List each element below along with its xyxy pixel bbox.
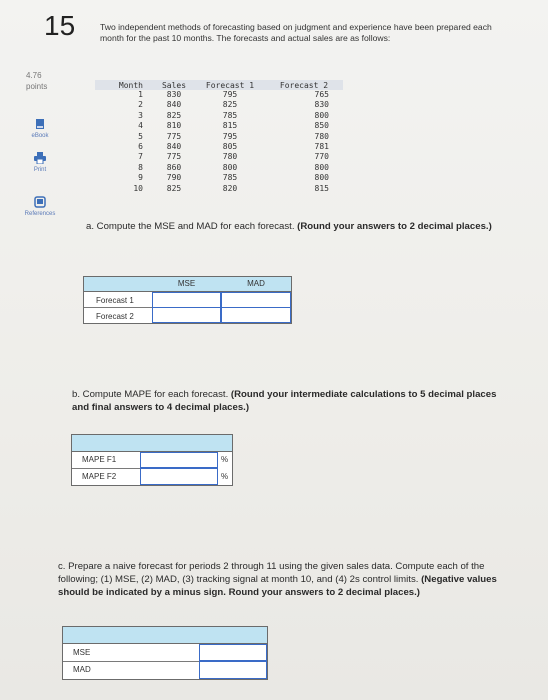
part-b-header-bar <box>72 435 232 452</box>
cell-forecast-2: 815 <box>314 183 329 193</box>
cell-forecast-1: 805 <box>222 142 238 152</box>
points-info <box>26 70 47 92</box>
cell-sales: 825 <box>166 110 182 120</box>
cell-month: 3 <box>138 110 143 120</box>
question-number: 15 <box>44 10 76 41</box>
row-mape-f1-label: MAPE F1 <box>82 455 117 464</box>
ebook-label: eBook <box>31 133 49 139</box>
part-a-answer-grid <box>83 276 292 324</box>
part-a-prompt: a. Compute the MSE and MAD for each forecast. <box>86 221 295 232</box>
row-mse-label: MSE <box>73 648 91 657</box>
mape-f1-percent-sign: % <box>221 455 229 464</box>
forecast-1-mse-input[interactable] <box>152 292 221 308</box>
table-row <box>95 111 343 121</box>
cell-forecast-1: 800 <box>222 162 238 172</box>
print-label: Print <box>33 167 47 173</box>
part-c-header-bar <box>63 627 267 644</box>
table-row <box>95 173 343 183</box>
cell-forecast-2: 800 <box>314 162 329 172</box>
ebook-link[interactable] <box>18 118 62 139</box>
part-c-question <box>58 560 516 599</box>
row-divider <box>63 661 199 662</box>
table-row <box>95 90 343 100</box>
sales-forecast-table <box>95 80 343 194</box>
intro-text: Two independent methods of forecasting based on judgment and experience have been prepared each month for the past 10 months. The forecasts and actual sales are as follows: <box>100 22 492 43</box>
cell-month: 8 <box>138 162 143 172</box>
header-sales: Sales <box>153 80 195 90</box>
part-a-question <box>86 220 506 233</box>
row-divider <box>72 468 140 469</box>
cell-month: 5 <box>138 131 143 141</box>
printer-icon <box>34 152 46 164</box>
header-month: Month <box>95 80 153 90</box>
row-mape-f2-label: MAPE F2 <box>82 472 117 481</box>
mape-f2-input[interactable] <box>140 468 218 485</box>
cell-month: 7 <box>138 152 143 162</box>
table-row <box>95 142 343 152</box>
cell-forecast-2: 770 <box>314 152 329 162</box>
cell-forecast-1: 785 <box>222 173 238 183</box>
table-row <box>95 184 343 194</box>
row-forecast-1-label: Forecast 1 <box>96 296 134 305</box>
row-forecast-2-label: Forecast 2 <box>96 312 134 321</box>
cell-month: 10 <box>133 183 143 193</box>
cell-sales: 775 <box>166 131 182 141</box>
book-icon <box>35 118 45 130</box>
forecast-2-mse-input[interactable] <box>152 307 221 323</box>
part-c-answer-grid <box>62 626 268 680</box>
part-b-prompt: b. Compute MAPE for each forecast. <box>72 389 229 400</box>
col-mad-label: MAD <box>247 279 265 288</box>
cell-forecast-2: 765 <box>314 90 329 99</box>
cell-month: 9 <box>138 173 143 183</box>
cell-forecast-2: 800 <box>314 110 329 120</box>
cell-month: 2 <box>138 100 143 110</box>
points-value: 4.76 <box>26 71 42 80</box>
row-divider <box>84 307 152 308</box>
cell-sales: 840 <box>166 142 182 152</box>
mape-f1-input[interactable] <box>140 452 218 468</box>
cell-forecast-2: 830 <box>314 100 329 110</box>
forecast-1-mad-input[interactable] <box>221 292 291 308</box>
cell-month: 1 <box>138 90 143 99</box>
cell-sales: 860 <box>166 162 182 172</box>
references-icon <box>34 196 46 208</box>
table-row <box>95 121 343 131</box>
cell-sales: 810 <box>166 121 182 131</box>
part-a-instruction: (Round your answers to 2 decimal places.) <box>297 221 492 232</box>
cell-sales: 830 <box>166 90 182 99</box>
row-mad-label: MAD <box>73 665 91 674</box>
cell-sales: 840 <box>166 100 182 110</box>
print-link[interactable] <box>18 152 62 173</box>
table-header-row <box>95 80 343 90</box>
table-row <box>95 163 343 173</box>
cell-forecast-1: 820 <box>222 183 238 193</box>
part-b-question <box>72 388 502 414</box>
table-row <box>95 152 343 162</box>
forecast-2-mad-input[interactable] <box>221 307 291 323</box>
col-mse-label: MSE <box>177 279 196 288</box>
cell-forecast-2: 780 <box>314 131 329 141</box>
part-b-instruction: (Round your intermediate calculations to 5 decimal places and final answers to 4 decimal places.) <box>72 389 497 413</box>
naive-mad-input[interactable] <box>199 661 267 679</box>
references-label: References <box>24 211 56 217</box>
table-row <box>95 132 343 142</box>
cell-sales: 825 <box>166 183 182 193</box>
header-forecast-1: Forecast 1 <box>195 80 265 90</box>
table-row <box>95 100 343 110</box>
references-link[interactable] <box>18 196 62 217</box>
cell-forecast-1: 780 <box>222 152 238 162</box>
points-label: points <box>26 82 48 91</box>
cell-forecast-1: 825 <box>222 100 238 110</box>
mape-f2-percent-sign: % <box>221 472 229 481</box>
cell-forecast-1: 795 <box>222 131 238 141</box>
cell-sales: 775 <box>166 152 182 162</box>
header-forecast-2: Forecast 2 <box>265 80 343 90</box>
cell-forecast-2: 850 <box>314 121 329 131</box>
part-b-answer-grid <box>71 434 233 486</box>
cell-month: 6 <box>138 142 143 152</box>
cell-month: 4 <box>138 121 143 131</box>
naive-mse-input[interactable] <box>199 644 267 661</box>
part-c-instruction: (Negative values should be indicated by a minus sign. Round your answers to 2 decimal places.) <box>58 574 497 598</box>
cell-sales: 790 <box>166 173 182 183</box>
cell-forecast-2: 781 <box>314 142 329 152</box>
cell-forecast-2: 800 <box>314 173 329 183</box>
cell-forecast-1: 795 <box>222 90 238 99</box>
part-c-prompt: c. Prepare a naive forecast for periods 2 through 11 using the given sales data. Compute each of the following; (1) MSE, (2) MAD, (3) tracking signal at month 10, and (4) 2s control limits. <box>58 561 485 585</box>
cell-forecast-1: 815 <box>222 121 238 131</box>
cell-forecast-1: 785 <box>222 110 238 120</box>
